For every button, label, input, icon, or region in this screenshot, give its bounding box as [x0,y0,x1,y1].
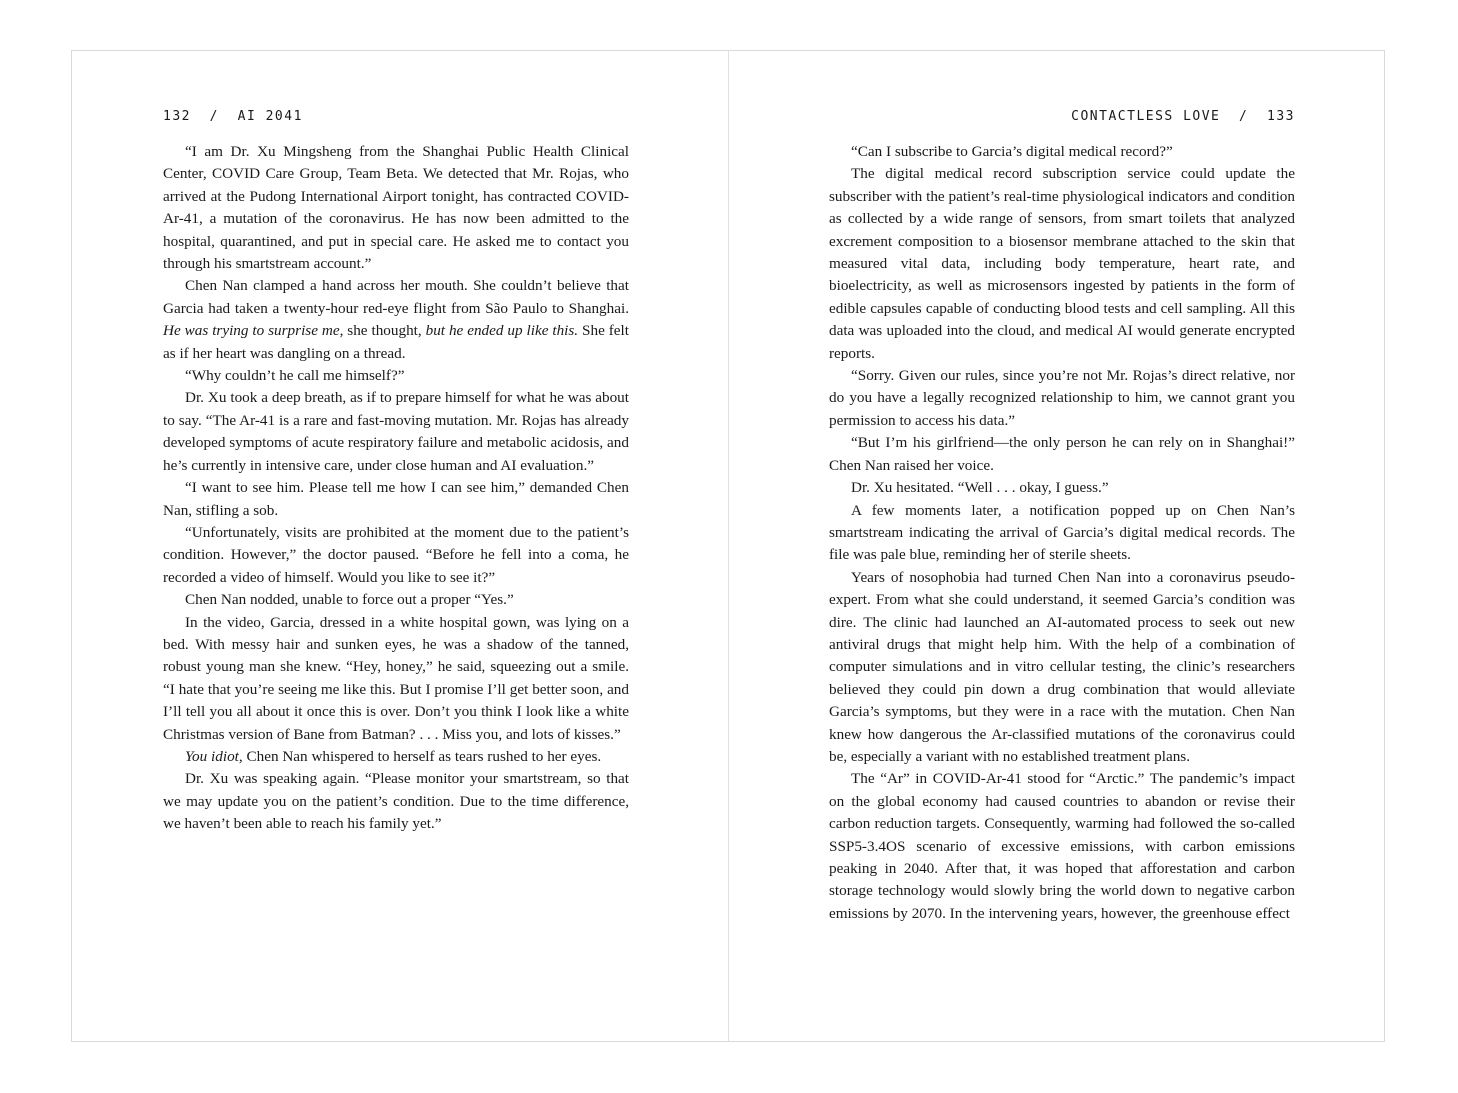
paragraph: Chen Nan clamped a hand across her mouth. She couldn’t believe that Garcia had taken a twenty-hour red-eye flight from São Paulo to Shanghai. He was trying to surprise me, she thought, but he ended up like this. She felt as if her heart was dangling on a thread. [163,277,629,362]
paragraph: In the video, Garcia, dressed in a white hospital gown, was lying on a bed. With messy hair and sunken eyes, he was a shadow of the tanned, robust young man she knew. “Hey, honey,” he said, squeezing out a smile. “I hate that you’re seeing me like this. But I promise I’ll get better soon, and I’ll tell you all about it once this is over. Don’t you think I look like a white Christmas version of Bane from Batman? . . . Miss you, and lots of kisses.” [163,613,629,743]
paragraph: Chen Nan nodded, unable to force out a proper “Yes.” [185,591,514,609]
paragraph: “I am Dr. Xu Mingsheng from the Shanghai Public Health Clinical Center, COVID Care Group, Team Beta. We detected that Mr. Rojas, who arrived at the Pudong International Airport tonight, has contracted COVID-Ar-41, a mutation of the coronavirus. He has now been admitted to the hospital, quarantined, and put in special care. He asked me to contact you through his smartstream account.” [163,143,629,273]
paragraph: “I want to see him. Please tell me how I can see him,” demanded Chen Nan, stifling a sob. [163,479,629,519]
paragraph: “Unfortunately, visits are prohibited at the moment due to the patient’s condition. However,” the doctor paused. “Before he fell into a coma, he recorded a video of himself. Would you like to see it?” [163,523,629,586]
paragraph: You idiot, Chen Nan whispered to herself as tears rushed to her eyes. [185,747,602,765]
paragraph: A few moments later, a notification popped up on Chen Nan’s smartstream indicating the arrival of Garcia’s digital medical records. The file was pale blue, reminding her of sterile sheets. [829,501,1295,564]
left-page-body [163,141,629,836]
paragraph: “Can I subscribe to Garcia’s digital medical record?” [851,143,1173,160]
paragraph: “But I’m his girlfriend—the only person he can rely on in Shanghai!” Chen Nan raised her voice. [829,434,1295,474]
paragraph: Dr. Xu hesitated. “Well . . . okay, I guess.” [851,479,1109,497]
right-page-body [829,141,1295,925]
paragraph: The “Ar” in COVID-Ar-41 stood for “Arctic.” The pandemic’s impact on the global economy had caused countries to abandon or revise their carbon reduction targets. Consequently, warming had followed the so-called SSP5-3.4OS scenario of excessive emissions, with carbon emissions peaking in 2040. After that, it was hoped that afforestation and carbon storage technology would slowly bring the world down to negative carbon emissions by 2070. In the intervening years, however, the greenhouse effect [829,770,1295,922]
running-head-left: 132 / AI 2041 [163,109,303,124]
book-spread [71,50,1385,1042]
right-page [829,51,1295,1041]
running-head-right: CONTACTLESS LOVE / 133 [1071,109,1295,124]
left-page [163,51,629,1041]
paragraph: “Sorry. Given our rules, since you’re not Mr. Rojas’s direct relative, nor do you have a legally recognized relationship to him, we cannot grant you permission to access his data.” [829,367,1295,429]
paragraph: Dr. Xu was speaking again. “Please monitor your smartstream, so that we may update you on the patient’s condition. Due to the time difference, we haven’t been able to reach his family yet.” [163,770,629,833]
page-gutter [728,51,729,1041]
paragraph: Dr. Xu took a deep breath, as if to prepare himself for what he was about to say. “The Ar-41 is a rare and fast-moving mutation. Mr. Rojas has already developed symptoms of acute respiratory failure and metabolic acidosis, and he’s currently in intensive care, under close human and AI evaluation.” [163,389,629,474]
paragraph: The digital medical record subscription service could update the subscriber with the patient’s real-time physiological indicators and condition as collected by a wide range of sensors, from smart toilets that analyzed excrement composition to a biosensor membrane attached to the skin that measured vital data, including body temperature, heart rate, and bioelectricity, as well as microsensors ingested by patients in the form of edible capsules capable of conducting blood tests and cell sampling. All this data was uploaded into the cloud, and medical AI would generate encrypted reports. [829,165,1295,362]
paragraph: Years of nosophobia had turned Chen Nan into a coronavirus pseudo-expert. From what she could understand, it seemed Garcia’s condition was dire. The clinic had launched an AI-automated process to seek out new antiviral drugs that might help him. With the help of a combination of computer simulations and in vitro cellular testing, the clinic’s researchers believed they could pin down a drug combination that would alleviate Garcia’s symptoms, but they were in a race with the mutation. Chen Nan knew how dangerous the Ar-classified mutations of the coronavirus could be, especially a variant with no established treatment plans. [829,568,1295,765]
paragraph: “Why couldn’t he call me himself?” [185,367,405,385]
